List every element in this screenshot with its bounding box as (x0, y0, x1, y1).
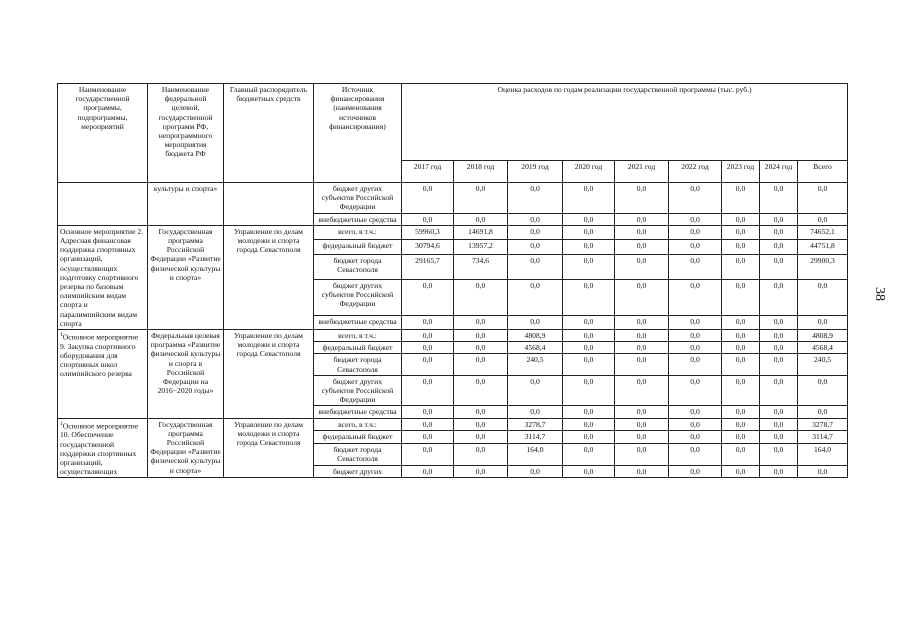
year-value-cell: 4568,4 (508, 342, 563, 354)
year-value-cell: 0,0 (508, 213, 563, 225)
total-value-cell: 44751,8 (798, 240, 848, 254)
year-value-cell: 0,0 (563, 240, 615, 254)
funding-source-cell: всего, в т.ч.: (314, 418, 402, 431)
year-value-cell: 0,0 (669, 279, 722, 315)
year-value-cell: 0,0 (760, 254, 798, 279)
year-value-cell: 0,0 (760, 342, 798, 354)
year-value-cell: 0,0 (615, 225, 669, 239)
year-value-cell: 0,0 (722, 254, 760, 279)
header-budget-manager: Главный распорядитель бюджетных средств (224, 84, 314, 183)
total-value-cell: 0,0 (798, 406, 848, 418)
header-year: 2017 год (402, 161, 454, 183)
year-value-cell: 0,0 (563, 431, 615, 444)
year-value-cell: 0,0 (669, 315, 722, 329)
total-value-cell: 0,0 (798, 465, 848, 478)
table-body (58, 183, 848, 478)
year-value-cell: 0,0 (402, 342, 454, 354)
year-value-cell: 0,0 (402, 465, 454, 478)
year-value-cell: 30794,6 (402, 240, 454, 254)
year-value-cell: 0,0 (669, 375, 722, 406)
year-value-cell: 0,0 (760, 330, 798, 342)
year-value-cell: 0,0 (615, 465, 669, 478)
year-value-cell: 0,0 (615, 254, 669, 279)
total-value-cell: 74652,1 (798, 225, 848, 239)
header-year: 2023 год (722, 161, 760, 183)
year-value-cell: 0,0 (760, 406, 798, 418)
year-value-cell: 0,0 (454, 330, 508, 342)
funding-source-cell: внебюджетные средства (314, 406, 402, 418)
funding-source-cell: федеральный бюджет (314, 342, 402, 354)
year-value-cell: 0,0 (563, 354, 615, 375)
year-value-cell: 0,0 (454, 443, 508, 465)
year-value-cell: 0,0 (563, 342, 615, 354)
federal-program-cell: культуры и спорта» (148, 183, 224, 226)
year-value-cell: 0,0 (669, 330, 722, 342)
year-value-cell: 0,0 (615, 418, 669, 431)
year-value-cell: 0,0 (402, 431, 454, 444)
year-value-cell: 0,0 (615, 240, 669, 254)
year-value-cell: 0,0 (454, 315, 508, 329)
table-row (58, 183, 848, 214)
year-value-cell: 0,0 (722, 375, 760, 406)
year-value-cell: 0,0 (722, 465, 760, 478)
year-value-cell: 0,0 (722, 443, 760, 465)
year-value-cell: 0,0 (508, 183, 563, 214)
year-value-cell: 0,0 (563, 443, 615, 465)
total-value-cell: 3114,7 (798, 431, 848, 444)
funding-source-cell: бюджет города Севастополя (314, 443, 402, 465)
funding-source-cell: бюджет города Севастополя (314, 354, 402, 375)
year-value-cell: 0,0 (454, 183, 508, 214)
year-value-cell: 0,0 (563, 465, 615, 478)
year-value-cell: 0,0 (669, 354, 722, 375)
year-value-cell: 0,0 (563, 315, 615, 329)
header-year: 2024 год (760, 161, 798, 183)
year-value-cell: 0,0 (615, 213, 669, 225)
total-value-cell: 4568,4 (798, 342, 848, 354)
funding-source-cell: внебюджетные средства (314, 315, 402, 329)
year-value-cell: 0,0 (615, 375, 669, 406)
year-value-cell: 0,0 (563, 279, 615, 315)
year-value-cell: 0,0 (669, 183, 722, 214)
table-row (58, 418, 848, 431)
year-value-cell: 0,0 (722, 342, 760, 354)
year-value-cell: 0,0 (722, 330, 760, 342)
funding-source-cell: всего, в т.ч.: (314, 225, 402, 239)
year-value-cell: 0,0 (760, 225, 798, 239)
budget-manager-cell: Управление по делам молодежи и спорта города Севастополя (224, 225, 314, 329)
year-value-cell: 0,0 (402, 418, 454, 431)
year-value-cell: 0,0 (722, 279, 760, 315)
year-value-cell: 0,0 (454, 342, 508, 354)
total-value-cell: 3278,7 (798, 418, 848, 431)
year-value-cell: 0,0 (508, 465, 563, 478)
year-value-cell: 0,0 (454, 354, 508, 375)
year-value-cell: 0,0 (508, 375, 563, 406)
year-value-cell: 0,0 (760, 418, 798, 431)
year-value-cell: 0,0 (454, 418, 508, 431)
year-value-cell: 0,0 (760, 183, 798, 214)
year-value-cell: 0,0 (402, 406, 454, 418)
year-value-cell: 0,0 (402, 375, 454, 406)
year-value-cell: 0,0 (722, 183, 760, 214)
year-value-cell: 59960,3 (402, 225, 454, 239)
year-value-cell: 0,0 (563, 406, 615, 418)
total-value-cell: 4808,9 (798, 330, 848, 342)
header-year: 2019 год (508, 161, 563, 183)
page-number: 38 (872, 287, 887, 301)
year-value-cell: 0,0 (760, 240, 798, 254)
year-value-cell: 0,0 (563, 254, 615, 279)
federal-program-cell: Федеральная целевая программа «Развитие физической культуры и спорта в Российской Федерации на 2016−2020 годы» (148, 330, 224, 419)
measure-name: Основное мероприятие 9. Закупка спортивного оборудования для спортивных школ олимпийского резерва (60, 332, 139, 379)
year-value-cell: 0,0 (722, 315, 760, 329)
year-value-cell: 0,0 (454, 431, 508, 444)
year-value-cell: 0,0 (615, 431, 669, 444)
year-value-cell: 0,0 (454, 213, 508, 225)
funding-source-cell: бюджет других субъектов Российской Федерации (314, 375, 402, 406)
year-value-cell: 0,0 (563, 330, 615, 342)
year-value-cell: 0,0 (508, 406, 563, 418)
funding-source-cell: бюджет других субъектов Российской Федерации (314, 183, 402, 214)
header-program-name: Наименование государственной программы, подпрограммы, мероприятий (58, 84, 148, 183)
year-value-cell: 0,0 (454, 465, 508, 478)
year-value-cell: 0,0 (508, 225, 563, 239)
measure-name: Основное мероприятие 10. Обеспечение государственной поддержки спортивных организаций, осуществляющих (60, 421, 139, 477)
year-value-cell: 0,0 (615, 406, 669, 418)
funding-source-cell: всего, в т.ч.: (314, 330, 402, 342)
budget-manager-cell: Управление по делам молодежи и спорта города Севастополя (224, 418, 314, 478)
header-funding-source: Источник финансирования (наименования источников финансирования) (314, 84, 402, 183)
year-value-cell: 0,0 (402, 443, 454, 465)
year-value-cell: 0,0 (402, 213, 454, 225)
funding-source-cell: внебюджетные средства (314, 213, 402, 225)
year-value-cell: 0,0 (669, 431, 722, 444)
year-value-cell: 0,0 (615, 443, 669, 465)
measure-name-cell (58, 330, 148, 419)
footnote-marker: 1 (60, 420, 63, 427)
year-value-cell: 0,0 (508, 254, 563, 279)
total-value-cell: 0,0 (798, 315, 848, 329)
year-value-cell: 0,0 (760, 315, 798, 329)
total-value-cell: 0,0 (798, 183, 848, 214)
footnote-marker: 1 (60, 332, 63, 339)
year-value-cell: 0,0 (669, 254, 722, 279)
funding-source-cell: федеральный бюджет (314, 240, 402, 254)
federal-program-cell: Государственная программа Российской Федерации «Развитие физической культуры и спорта» (148, 225, 224, 329)
year-value-cell: 0,0 (402, 279, 454, 315)
measure-name-cell (58, 225, 148, 329)
year-value-cell: 4808,9 (508, 330, 563, 342)
year-value-cell: 0,0 (508, 315, 563, 329)
year-value-cell: 0,0 (760, 213, 798, 225)
total-value-cell: 0,0 (798, 279, 848, 315)
year-value-cell: 0,0 (722, 406, 760, 418)
year-value-cell: 0,0 (615, 354, 669, 375)
year-value-cell: 0,0 (615, 183, 669, 214)
year-value-cell: 0,0 (615, 279, 669, 315)
year-value-cell: 3114,7 (508, 431, 563, 444)
year-value-cell: 0,0 (669, 418, 722, 431)
year-value-cell: 0,0 (722, 225, 760, 239)
year-value-cell: 14691,8 (454, 225, 508, 239)
year-value-cell: 0,0 (615, 342, 669, 354)
year-value-cell: 0,0 (508, 240, 563, 254)
budget-manager-cell: Управление по делам молодежи и спорта города Севастополя (224, 330, 314, 419)
funding-source-cell: бюджет других субъектов Российской Федерации (314, 279, 402, 315)
measure-name-cell (58, 183, 148, 226)
header-year: Всего (798, 161, 848, 183)
header-year: 2022 год (669, 161, 722, 183)
year-value-cell: 0,0 (722, 431, 760, 444)
funding-source-cell: федеральный бюджет (314, 431, 402, 444)
year-value-cell: 29165,7 (402, 254, 454, 279)
table-row (58, 330, 848, 342)
year-value-cell: 0,0 (722, 418, 760, 431)
funding-source-cell: бюджет города Севастополя (314, 254, 402, 279)
year-value-cell: 0,0 (563, 213, 615, 225)
measure-name-cell (58, 418, 148, 478)
year-value-cell: 3278,7 (508, 418, 563, 431)
header-year: 2020 год (563, 161, 615, 183)
budget-manager-cell (224, 183, 314, 226)
year-value-cell: 0,0 (563, 375, 615, 406)
header-year: 2021 год (615, 161, 669, 183)
year-value-cell: 0,0 (722, 213, 760, 225)
year-value-cell: 0,0 (760, 354, 798, 375)
total-value-cell: 0,0 (798, 375, 848, 406)
year-value-cell: 0,0 (669, 406, 722, 418)
budget-table (57, 83, 848, 478)
total-value-cell: 240,5 (798, 354, 848, 375)
year-value-cell: 0,0 (722, 354, 760, 375)
year-value-cell: 0,0 (669, 342, 722, 354)
year-value-cell: 734,6 (454, 254, 508, 279)
year-value-cell: 0,0 (402, 315, 454, 329)
year-value-cell: 0,0 (669, 443, 722, 465)
year-value-cell: 0,0 (669, 240, 722, 254)
table-header (58, 84, 848, 183)
year-value-cell: 0,0 (402, 330, 454, 342)
year-value-cell: 0,0 (669, 465, 722, 478)
year-value-cell: 0,0 (454, 406, 508, 418)
year-value-cell: 0,0 (563, 183, 615, 214)
year-value-cell: 0,0 (615, 330, 669, 342)
header-year: 2018 год (454, 161, 508, 183)
total-value-cell: 0,0 (798, 213, 848, 225)
year-value-cell: 0,0 (669, 213, 722, 225)
year-value-cell: 0,0 (402, 183, 454, 214)
total-value-cell: 164,0 (798, 443, 848, 465)
year-value-cell: 0,0 (669, 225, 722, 239)
year-value-cell: 0,0 (760, 279, 798, 315)
year-value-cell: 0,0 (563, 418, 615, 431)
measure-name: Основное мероприятие 2. Адресная финансовая поддержка спортивных организаций, осуществляющих подготовку спортивного резерва по базовым олимпийским видам спорта и паралимпийским видам спорта (60, 226, 144, 328)
year-value-cell: 0,0 (615, 315, 669, 329)
year-value-cell: 0,0 (722, 240, 760, 254)
year-value-cell: 240,5 (508, 354, 563, 375)
year-value-cell: 0,0 (454, 375, 508, 406)
header-federal-program: Наименование федеральной целевой, государственной программ РФ, непрограммного мероприятия бюджета РФ (148, 84, 224, 183)
year-value-cell: 0,0 (760, 375, 798, 406)
year-value-cell: 0,0 (402, 354, 454, 375)
funding-source-cell: бюджет других (314, 465, 402, 478)
year-value-cell: 0,0 (508, 279, 563, 315)
year-value-cell: 13957,2 (454, 240, 508, 254)
total-value-cell: 29900,3 (798, 254, 848, 279)
year-value-cell: 0,0 (563, 225, 615, 239)
year-value-cell: 0,0 (760, 443, 798, 465)
table-row (58, 225, 848, 239)
year-value-cell: 0,0 (760, 431, 798, 444)
year-value-cell: 164,0 (508, 443, 563, 465)
header-expense-estimate: Оценка расходов по годам реализации государственной программы (тыс. руб.) (402, 84, 848, 161)
year-value-cell: 0,0 (760, 465, 798, 478)
federal-program-cell: Государственная программа Российской Федерации «Развитие физической культуры и спорта» (148, 418, 224, 478)
year-value-cell: 0,0 (454, 279, 508, 315)
